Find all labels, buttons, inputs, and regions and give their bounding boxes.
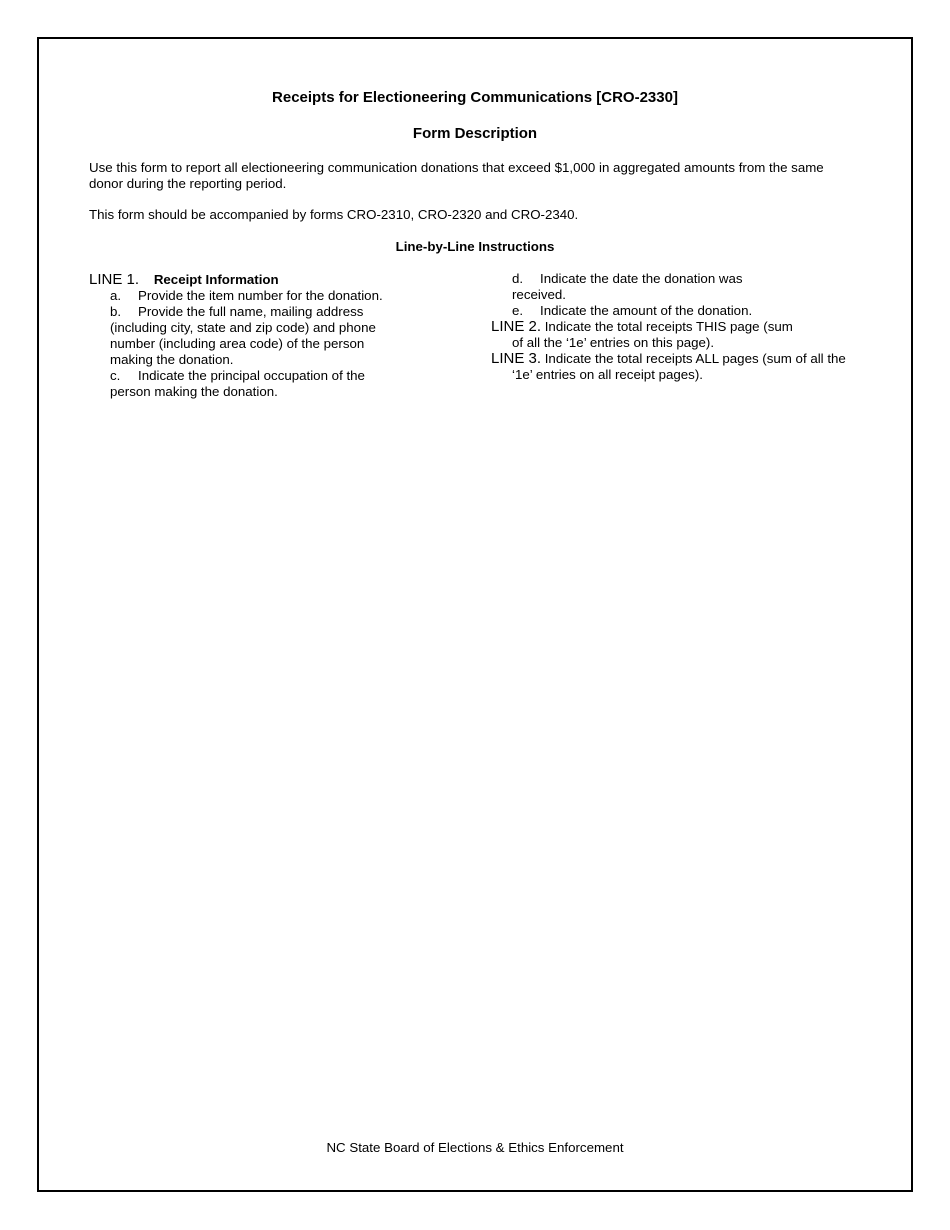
line2-label: LINE 2. [491, 318, 542, 335]
line1-item-a: a. Provide the item number for the donation. [110, 288, 383, 303]
description-paragraph: Use this form to report all electioneering communication donations that exceed $1,000 in aggregated amounts from the same donor during the reporting period. [89, 160, 824, 191]
accompanying-forms-paragraph: This form should be accompanied by forms CRO-2310, CRO-2320 and CRO-2340. [89, 207, 579, 222]
line1-item-b: b. Provide the full name, mailing address (including city, state and zip code) and phone number (including area code) of the person making the donation. [110, 304, 376, 367]
line1-header [89, 272, 409, 288]
line1-item-e: e. Indicate the amount of the donation. [512, 303, 753, 318]
form-title: Receipts for Electioneering Communications [CRO-2330] [272, 89, 678, 106]
line1-label: LINE 1. [89, 271, 140, 288]
instructions-left-column [89, 272, 409, 400]
line1-item-c: c. Indicate the principal occupation of the person making the donation. [110, 368, 365, 399]
line2-instruction: LINE 2. Indicate the total receipts THIS page (sum of all the ‘1e’ entries on this page). [491, 318, 793, 350]
form-description-heading: Form Description [412, 125, 538, 142]
line3-label: LINE 3. [491, 350, 542, 367]
instructions-heading: Line-by-Line Instructions [395, 239, 555, 254]
line1-heading: Receipt Information [153, 272, 279, 287]
line1-item-d: d. Indicate the date the donation was received. [512, 271, 743, 302]
line3-instruction: LINE 3. Indicate the total receipts ALL pages (sum of all the ‘1e’ entries on all receipt pages). [491, 350, 846, 382]
footer-agency: NC State Board of Elections & Ethics Enforcement [326, 1140, 624, 1155]
instructions-right-column [491, 271, 861, 383]
